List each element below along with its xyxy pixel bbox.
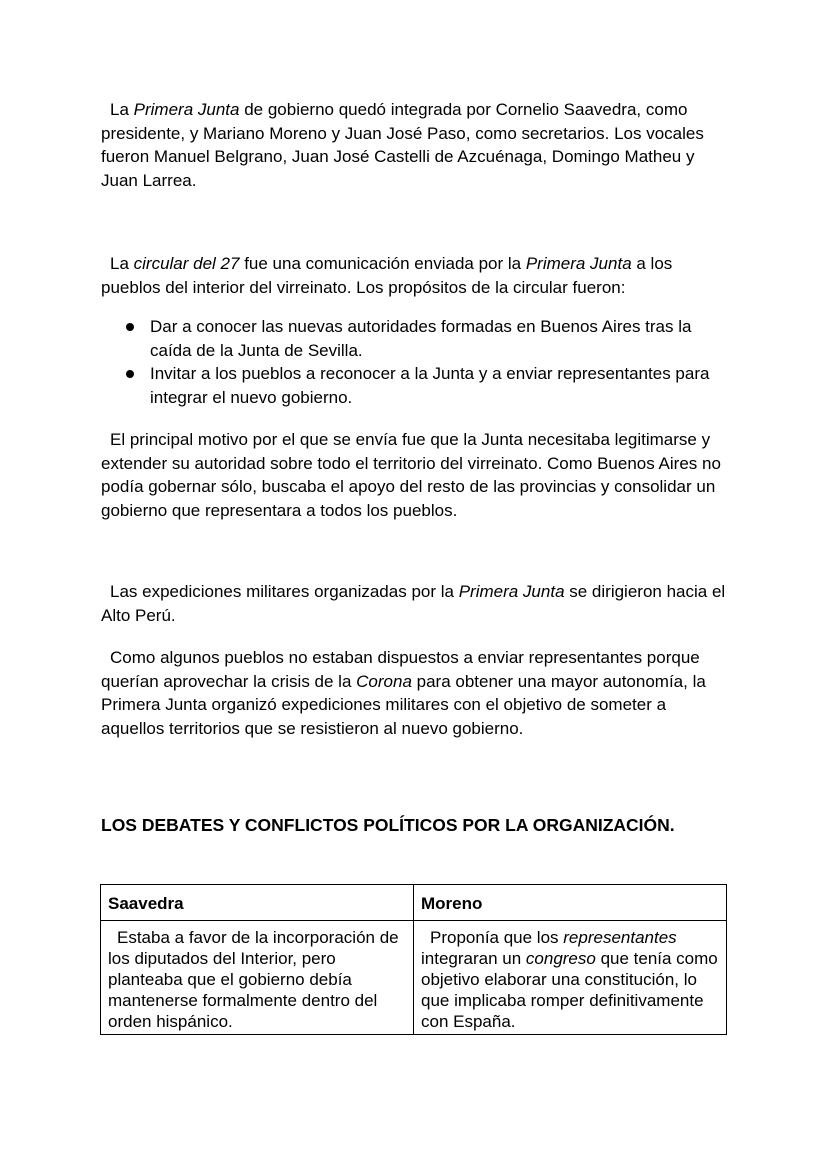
paragraph-expediciones: Las expediciones militares organizadas por la Primera Junta se dirigieron hacia el Alto Perú. bbox=[101, 582, 726, 625]
bullet-icon bbox=[126, 323, 134, 331]
paragraph-autonomia: Como algunos pueblos no estaban dispuestos a enviar representantes porque querían aprovechar la crisis de la Corona para obtener una mayor autonomía, la Primera Junta organizó expediciones militares con el objetivo de someter a aquellos territorios que se resistieron al nuevo gobierno. bbox=[101, 648, 706, 738]
comparison-table bbox=[100, 884, 727, 1035]
cell-saavedra: Estaba a favor de la incorporación de los diputados del Interior, pero planteaba que el gobierno debía mantenerse formalmente dentro del orden hispánico. bbox=[101, 921, 414, 1035]
header-saavedra: Saavedra bbox=[101, 885, 414, 921]
bullet-icon bbox=[126, 370, 134, 378]
header-moreno: Moreno bbox=[414, 885, 727, 921]
table-row bbox=[101, 921, 727, 1035]
paragraph-circular: La circular del 27 fue una comunicación enviada por la Primera Junta a los pueblos del interior del virreinato. Los propósitos de la circular fueron: bbox=[101, 254, 673, 297]
list-item: Dar a conocer las nuevas autoridades formadas en Buenos Aires tras la caída de la Junta de Sevilla. bbox=[101, 315, 731, 362]
list-item: Invitar a los pueblos a reconocer a la Junta y a enviar representantes para integrar el nuevo gobierno. bbox=[101, 362, 731, 409]
section-heading: LOS DEBATES Y CONFLICTOS POLÍTICOS POR LA ORGANIZACIÓN. bbox=[101, 815, 675, 835]
purposes-list bbox=[101, 315, 731, 409]
paragraph-primera-junta: La Primera Junta de gobierno quedó integrada por Cornelio Saavedra, como presidente, y Mariano Moreno y Juan José Paso, como secretarios. Los vocales fueron Manuel Belgrano, Juan José Castelli de Azcuénaga, Domingo Matheu y Juan Larrea. bbox=[101, 100, 704, 190]
cell-moreno: Proponía que los representantes integraran un congreso que tenía como objetivo elaborar una constitución, lo que implicaba romper definitivamente con España. bbox=[414, 921, 727, 1035]
paragraph-motivo: El principal motivo por el que se envía fue que la Junta necesitaba legitimarse y extender su autoridad sobre todo el territorio del virreinato. Como Buenos Aires no podía gobernar sólo, buscaba el apoyo del resto de las provincias y consolidar un gobierno que representara a todos los pueblos. bbox=[101, 430, 721, 520]
table-header-row bbox=[101, 885, 727, 921]
